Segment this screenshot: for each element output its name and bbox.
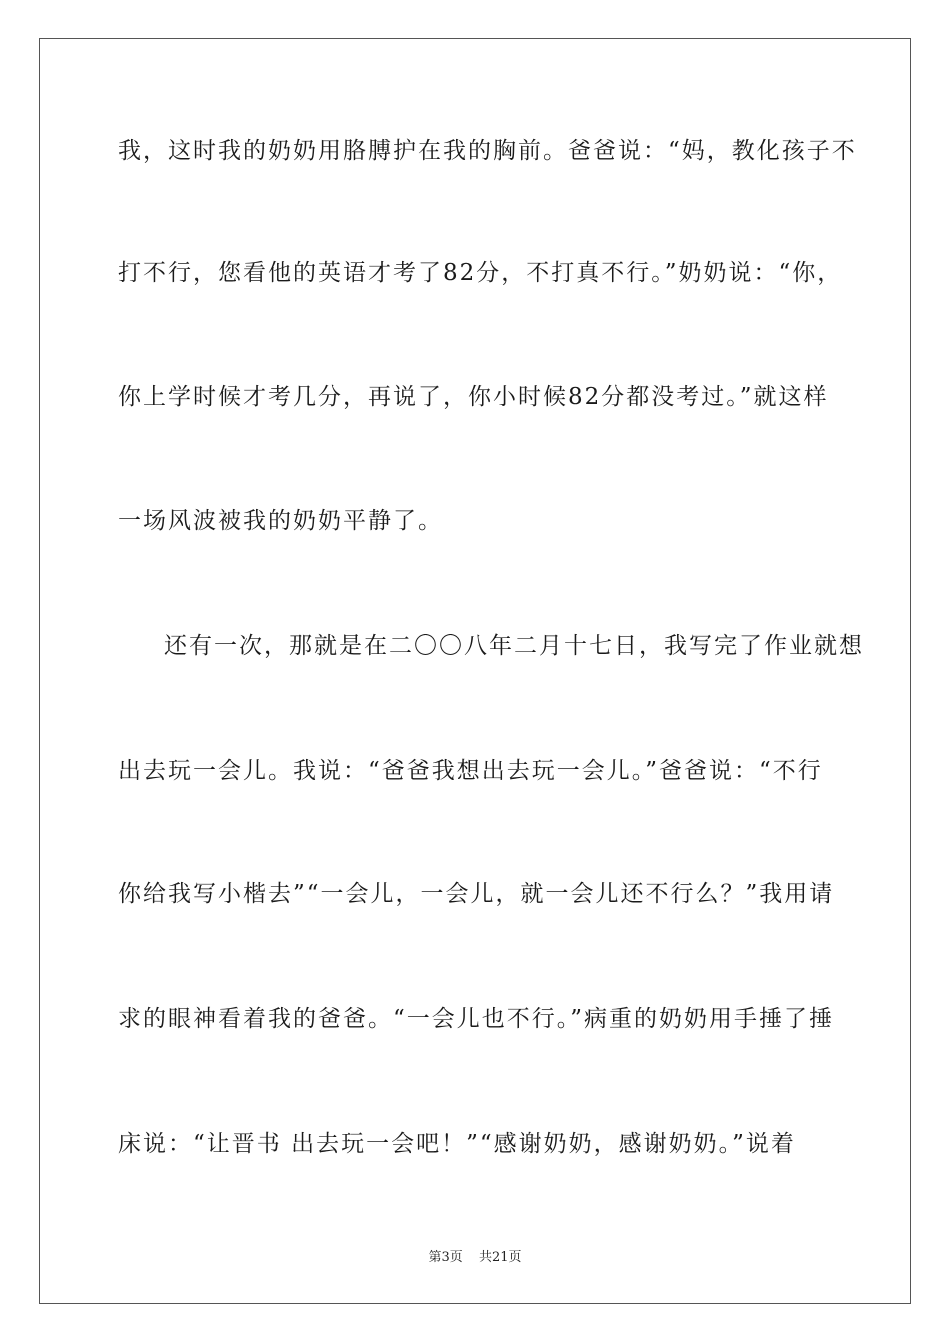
text-line: 一场风波被我的奶奶平静了。	[118, 508, 443, 534]
text-line: 你给我写小楷去”“一会儿，一会儿，就一会儿还不行么？”我用请	[118, 881, 835, 907]
page-border	[39, 38, 911, 1304]
page-total: 共21页	[478, 1250, 522, 1265]
text-line: 你上学时候才考几分，再说了，你小时候82分都没考过。”就这样	[118, 384, 829, 410]
text-line: 求的眼神看着我的爸爸。“一会儿也不行。”病重的奶奶用手捶了捶	[118, 1006, 835, 1032]
text-line: 床说：“让晋书 出去玩一会吧！”“感谢奶奶，感谢奶奶。”说着	[118, 1131, 796, 1157]
text-line: 我，这时我的奶奶用胳膊护在我的胸前。爸爸说：“妈，教化孩子不	[118, 138, 857, 164]
page-number: 第3页	[428, 1250, 463, 1265]
text-line: 打不行，您看他的英语才考了82分，不打真不行。”奶奶说：“你，	[118, 260, 843, 286]
text-line: 出去玩一会儿。我说：“爸爸我想出去玩一会儿。”爸爸说：“不行	[118, 758, 823, 784]
paragraph-start-line: 还有一次，那就是在二〇〇八年二月十七日，我写完了作业就想	[164, 633, 864, 659]
page-footer	[0, 1246, 950, 1265]
